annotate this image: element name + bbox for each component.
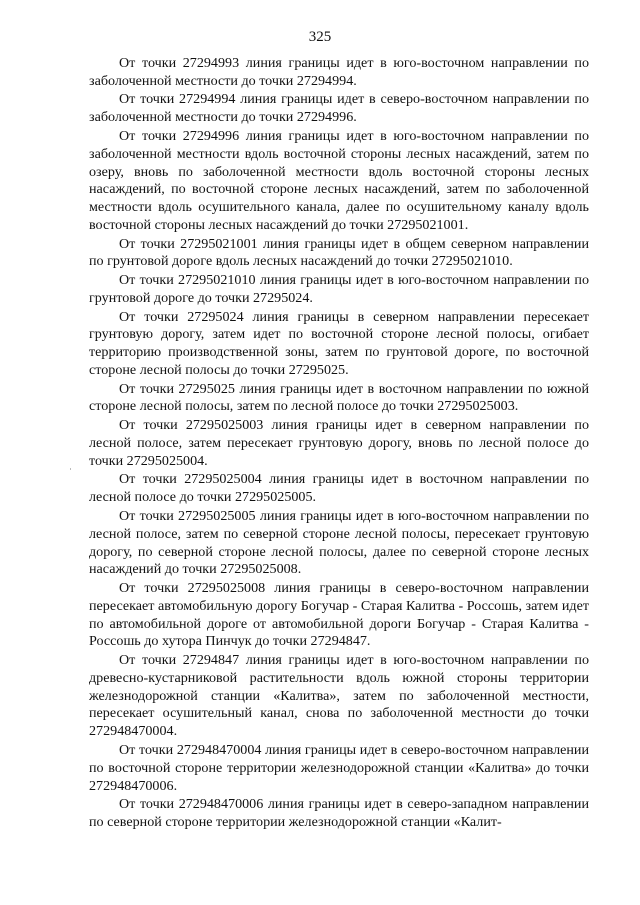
paragraph: От точки 27294993 линия границы идет в юго-восточном направлении по заболоченной местности до точки 27294994.: [89, 55, 589, 89]
paragraph: От точки 272948470004 линия границы идет в северо-восточном направлении по восточной стороне территории железнодорожной станции «Калитва» до точки 272948470006.: [89, 741, 589, 794]
paragraph: От точки 27295025 линия границы идет в восточном направлении по южной стороне лесной полосы, затем по лесной полосе до точки 27295025003.: [89, 380, 589, 415]
paragraph: От точки 27294994 линия границы идет в северо-восточном направлении по заболоченной местности до точки 27294996.: [89, 91, 589, 126]
page-number: 325: [308, 29, 332, 45]
paragraph: От точки 27295025005 линия границы идет в юго-восточном направлении по лесной полосе, затем по северной стороне лесной полосы, пересекает грунтовую дорогу, по северной стороне лесной полосы, далее по северной стороне лесных насаждений до точки 27295025008.: [89, 507, 589, 578]
paragraph: От точки 27294847 линия границы идет в юго-восточном направлении по древесно-кустарниковой растительности вдоль южной стороны территории железнодорожной станции «Калитва», затем по заболоченной местности, пересекает осушительный канал, снова по заболоченной местности до точки 272948470004.: [89, 652, 589, 740]
paragraph: От точки 27295025004 линия границы идет в восточном направлении по лесной полосе до точки 27295025005.: [89, 471, 589, 506]
paragraph: От точки 27295021010 линия границы идет в юго-восточном направлении по грунтовой дороге до точки 27295024.: [89, 272, 589, 306]
paragraph: От точки 27295021001 линия границы идет в общем северном направлении по грунтовой дороге вдоль лесных насаждений до точки 27295021010.: [89, 235, 589, 270]
paragraph: От точки 27295025008 линия границы в северо-восточном направлении пересекает автомобильную дорогу Богучар - Старая Калитва - Россошь, затем идет по автомобильной дороге от автомобильной дороги Богучар - Старая Калитва - Россошь до хутора Пинчук до точки 27294847.: [89, 580, 589, 650]
scan-mark: [70, 468, 71, 470]
paragraph: От точки 27295025003 линия границы идет в северном направлении по лесной полосе, затем пересекает грунтовую дорогу, вновь по лесной полосе до точки 27295025004.: [89, 417, 589, 469]
paragraph: От точки 27294996 линия границы идет в юго-восточном направлении по заболоченной местности вдоль восточной стороны лесных насаждений, затем по озеру, вновь по заболоченной местности вдоль восточной стороны лесных насаждений, по восточной стороне лесных насаждений, затем по заболоченной местности вдоль осушительного канала, далее по осушительному каналу вдоль восточной стороны лесных насаждений до точки 27295021001.: [89, 127, 589, 233]
paragraph: От точки 27295024 линия границы в северном направлении пересекает грунтовую дорогу, затем идет по восточной стороне лесной полосы, огибает территорию производственной зоны, затем по грунтовой дороге, по восточной стороне лесной полосы до точки 27295025.: [89, 308, 589, 378]
paragraph: От точки 272948470006 линия границы идет в северо-западном направлении по северной стороне территории железнодорожной станции «Калит-: [89, 796, 589, 831]
document-body: [89, 55, 589, 833]
